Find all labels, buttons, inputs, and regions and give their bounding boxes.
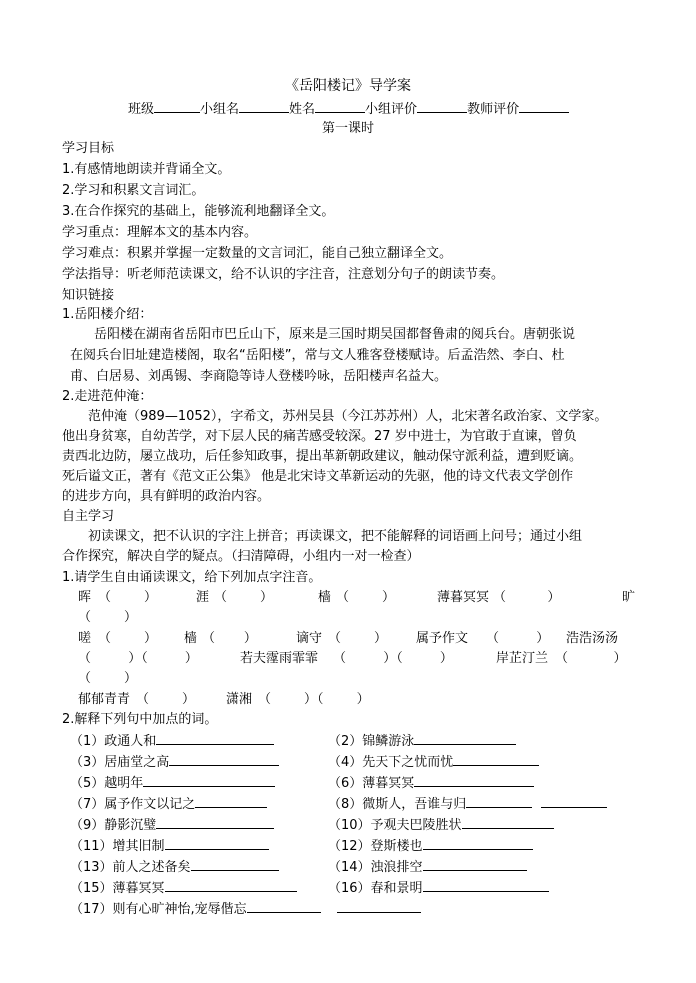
answer-blank[interactable]: [169, 752, 279, 766]
pinyin-word: 薄暮冥冥: [437, 590, 490, 605]
question-2: 2.解释下列句中加点的词。: [62, 712, 218, 727]
term-item: （15）薄暮冥冥: [70, 878, 297, 897]
pinyin-blank[interactable]: （ ）（ ）: [333, 651, 453, 666]
tower-text-line: 岳阳楼在湖南省岳阳市巴丘山下，原来是三国时期吴国都督鲁肃的阅兵台。唐朝张说: [94, 327, 576, 342]
knowledge-heading: 知识链接: [62, 288, 115, 303]
page-title: 《岳阳楼记》导学案: [285, 78, 411, 94]
term-item: （17）则有心旷神怡,宠辱偕忘: [70, 899, 421, 918]
answer-blank[interactable]: [541, 794, 607, 808]
answer-blank[interactable]: [156, 815, 274, 829]
field-group-eval-blank[interactable]: [417, 99, 467, 113]
pinyin-blank[interactable]: （ ）: [328, 631, 388, 646]
pinyin-blank[interactable]: （ ）: [493, 590, 561, 605]
pinyin-word: 郁郁青青: [78, 692, 131, 707]
answer-blank[interactable]: [414, 731, 516, 745]
tower-heading: 1.岳阳楼介绍：: [62, 307, 153, 322]
answer-blank[interactable]: [195, 794, 267, 808]
term-item: （9）静影沉璧: [70, 815, 274, 834]
question-1: 1.请学生自由诵读课文，给下列加点字注音。: [62, 570, 322, 585]
goals-heading: 学习目标: [62, 141, 115, 156]
term-item: （4）先天下之忧而忧: [328, 752, 539, 771]
pinyin-blank[interactable]: （ ）: [78, 671, 138, 686]
pinyin-blank[interactable]: （ ）: [336, 590, 396, 605]
key-point: 学习重点：理解本文的基本内容。: [62, 225, 258, 240]
pinyin-blank[interactable]: （ ）: [78, 610, 138, 625]
field-name-blank[interactable]: [315, 99, 365, 113]
term-item: （10）予观夫巴陵胜状: [328, 815, 554, 834]
pinyin-blank[interactable]: （ ）: [98, 590, 158, 605]
difficult-point: 学习难点：积累并掌握一定数量的文言词汇，能自己独立翻译全文。: [62, 246, 453, 261]
term-item: （8）微斯人，吾谁与归: [328, 794, 607, 813]
answer-blank[interactable]: [462, 815, 554, 829]
answer-blank[interactable]: [423, 857, 527, 871]
pinyin-word: 嗟: [78, 631, 92, 646]
pinyin-word: 浩浩汤汤: [566, 631, 619, 646]
field-group-label: 小组名: [200, 102, 240, 117]
method-guide: 学法指导：听老师范读课文，给不认识的字注音，注意划分句子的朗读节奏。: [62, 267, 505, 282]
pinyin-word: 樯: [318, 590, 332, 605]
goal-item: 1.有感情地朗读并背诵全文。: [62, 162, 231, 177]
term-item: （14）浊浪排空: [328, 857, 527, 876]
tower-text-line: 甫、白居易、刘禹锡、李商隐等诗人登楼吟咏，岳阳楼声名益大。: [70, 369, 448, 384]
author-text-line: 责西北边防，屡立战功，后任参知政事，提出革新朝政建议，触动保守派利益，遭到贬谪。: [62, 449, 583, 464]
pinyin-word: 若夫霪雨霏霏: [240, 651, 319, 666]
answer-blank[interactable]: [423, 836, 533, 850]
self-study-intro-line: 初读课文，把不认识的字注上拼音；再读课文，把不能解释的词语画上问号；通过小组: [88, 529, 583, 544]
answer-blank[interactable]: [143, 773, 275, 787]
answer-blank[interactable]: [423, 878, 549, 892]
author-text-line: 的进步方向，具有鲜明的政治内容。: [62, 489, 271, 504]
pinyin-word: 潇湘: [226, 692, 253, 707]
term-item: （11）增其旧制: [70, 836, 269, 855]
pinyin-word: 属予作文: [416, 631, 469, 646]
pinyin-word: 旷: [622, 590, 636, 605]
field-group-blank[interactable]: [239, 99, 289, 113]
pinyin-blank[interactable]: （ ）（ ）: [258, 692, 370, 707]
answer-blank[interactable]: [337, 899, 421, 913]
lesson-label: 第一课时: [321, 121, 374, 136]
answer-blank[interactable]: [247, 899, 321, 913]
author-text-line: 死后谥文正，著有《范文正公集》 他是北宋诗文革新运动的先驱，他的诗文代表文学创作: [62, 469, 574, 484]
pinyin-word: 樯: [184, 631, 198, 646]
field-name-label: 姓名: [289, 102, 316, 117]
term-item: （6）薄暮冥冥: [328, 773, 534, 792]
field-teacher-eval-blank[interactable]: [519, 99, 569, 113]
pinyin-word: 晖: [78, 590, 92, 605]
term-item: （2）锦鳞游泳: [328, 731, 516, 750]
pinyin-blank[interactable]: （ ）: [555, 651, 627, 666]
self-study-intro-line: 合作探究，解决自学的疑点。（扫清障碍，小组内一对一检查）: [62, 549, 420, 564]
self-study-heading: 自主学习: [62, 509, 115, 524]
pinyin-word: 谪守: [296, 631, 323, 646]
answer-blank[interactable]: [156, 731, 274, 745]
field-class-label: 班级: [128, 102, 155, 117]
pinyin-word: 涯: [196, 590, 210, 605]
term-item: （3）居庙堂之高: [70, 752, 279, 771]
author-text-line: 他出身贫寒，自幼苦学，对下层人民的痛苦感受较深。27 岁中进士，为官敢于直谏，曾负: [62, 429, 577, 444]
pinyin-word: 岸芷汀兰: [496, 651, 549, 666]
tower-text-line: 在阅兵台旧址建造楼阁，取名“岳阳楼”，常与文人雅客登楼赋诗。后孟浩然、李白、杜: [70, 348, 565, 363]
field-class-blank[interactable]: [154, 99, 200, 113]
field-group-eval-label: 小组评价: [365, 102, 418, 117]
pinyin-blank[interactable]: （ ）: [136, 692, 196, 707]
field-teacher-eval-label: 教师评价: [467, 102, 520, 117]
term-item: （13）前人之述备矣: [70, 857, 279, 876]
answer-blank[interactable]: [466, 794, 532, 808]
term-item: （16）春和景明: [328, 878, 549, 897]
answer-blank[interactable]: [453, 752, 539, 766]
pinyin-blank[interactable]: （ ）: [98, 631, 158, 646]
answer-blank[interactable]: [414, 773, 534, 787]
term-item: （12）登斯楼也: [328, 836, 533, 855]
term-item: （7）属予作文以记之: [70, 794, 267, 813]
answer-blank[interactable]: [165, 836, 269, 850]
goal-item: 3.在合作探究的基础上，能够流利地翻译全文。: [62, 204, 335, 219]
pinyin-blank[interactable]: （ ）: [486, 631, 550, 646]
answer-blank[interactable]: [191, 857, 279, 871]
author-text-line: 范仲淹（989—1052），字希文，苏州吴县（今江苏苏州）人，北宋著名政治家、文学家。: [88, 409, 608, 424]
term-item: （5）越明年: [70, 773, 275, 792]
goal-item: 2.学习和积累文言词汇。: [62, 183, 205, 198]
pinyin-blank[interactable]: （ ）: [214, 590, 274, 605]
pinyin-blank[interactable]: （ ）（ ）: [78, 651, 198, 666]
info-fields-row: [128, 99, 569, 118]
term-item: （1）政通人和: [70, 731, 274, 750]
pinyin-blank[interactable]: （ ）: [202, 631, 257, 646]
answer-blank[interactable]: [165, 878, 297, 892]
author-heading: 2.走进范仲淹：: [62, 389, 153, 404]
